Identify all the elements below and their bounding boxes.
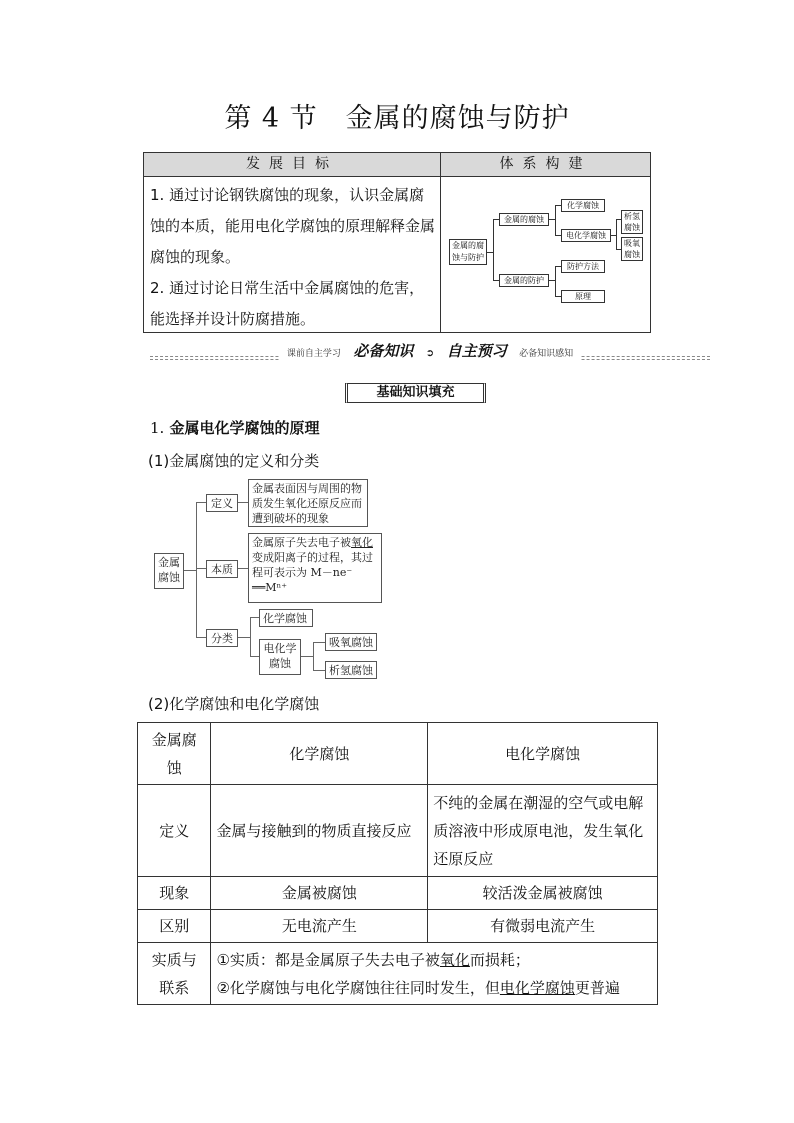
section-banner: [150, 340, 710, 362]
table-cell: 金属被腐蚀: [211, 877, 428, 910]
banner-right: 必备知识感知: [515, 349, 577, 359]
goals-text: [150, 180, 436, 335]
system-electro: 电化学腐蚀: [561, 229, 611, 242]
page-title: [0, 96, 794, 135]
table-cell: 现象: [138, 877, 211, 910]
system-corrosion: 金属的腐蚀: [499, 213, 549, 226]
table-cell: 定义: [138, 785, 211, 877]
table-cell: 电化学腐蚀: [428, 723, 658, 785]
table-row: [138, 723, 658, 785]
diagram-electro: 电化学腐蚀: [259, 639, 301, 675]
diagram-o-absorption: 吸氧腐蚀: [325, 633, 377, 651]
system-header: 体系构建: [441, 153, 650, 177]
goals-header: 发展目标: [144, 153, 440, 177]
essence-answer: 氧化: [351, 536, 373, 549]
section-heading: [150, 417, 320, 438]
system-o-absorption: 吸氧腐蚀: [621, 237, 643, 261]
rel-answer: 电化学腐蚀: [499, 978, 575, 997]
def-label: 定义: [206, 494, 238, 512]
table-row: [138, 877, 658, 910]
table-cell: 化学腐蚀: [211, 723, 428, 785]
rel-answer: 氧化: [439, 950, 470, 969]
essence-text-part: 金属原子失去电子被: [252, 536, 351, 549]
table-row: [138, 785, 658, 877]
system-principle: 原理: [561, 290, 605, 303]
system-root: 金属的腐蚀与防护: [449, 239, 487, 265]
goal-item: 2. 通过讨论日常生活中金属腐蚀的危害，能选择并设计防腐措施。: [150, 279, 425, 328]
class-label: 分类: [206, 629, 238, 647]
table-cell: 金属腐蚀: [138, 723, 211, 785]
diagram-h-evolution: 析氢腐蚀: [325, 661, 377, 679]
essence-text: [248, 533, 382, 603]
comparison-table: [137, 722, 658, 1005]
section-heading-number: 1.: [150, 419, 165, 437]
banner-title-1: 必备知识: [349, 342, 417, 360]
rel-text: 更普遍: [574, 978, 620, 997]
system-chem: 化学腐蚀: [561, 199, 605, 212]
section-number: 第 4 节: [224, 103, 318, 134]
essence-label: 本质: [206, 560, 238, 578]
essence-text-part: ══Mⁿ⁺: [252, 581, 288, 594]
table-cell: [211, 943, 658, 1005]
table-row: [138, 943, 658, 1005]
section-heading-text: 金属电化学腐蚀的原理: [169, 419, 320, 437]
table-cell: 实质与联系: [138, 943, 211, 1005]
sub-heading-1: (1)金属腐蚀的定义和分类: [148, 452, 320, 470]
def-text: 金属表面因与周围的物质发生氧化还原反应而遭到破坏的现象: [248, 479, 368, 527]
goal-item: 1. 通过讨论钢铁腐蚀的现象，认识金属腐蚀的本质，能用电化学腐蚀的原理解释金属腐蚀的现象。: [150, 186, 436, 266]
system-method: 防护方法: [561, 260, 605, 273]
arrow-circle-icon: ➲: [422, 348, 438, 359]
table-cell: 较活泼金属被腐蚀: [428, 877, 658, 910]
rel-text: ②化学腐蚀与电化学腐蚀往往同时发生，但: [216, 978, 500, 997]
table-cell: 不纯的金属在潮湿的空气或电解质溶液中形成原电池，发生氧化还原反应: [428, 785, 658, 877]
table-row: [138, 910, 658, 943]
table-cell: 区别: [138, 910, 211, 943]
banner-title-2: 自主预习: [443, 342, 511, 360]
table-cell: 有微弱电流产生: [428, 910, 658, 943]
system-h-evolution: 析氢腐蚀: [621, 210, 643, 234]
system-protection: 金属的防护: [499, 274, 549, 287]
rel-text: ①实质：都是金属原子失去电子被: [216, 950, 440, 969]
section-title: 金属的腐蚀与防护: [345, 103, 570, 134]
table-cell: 无电流产生: [211, 910, 428, 943]
goals-table: [143, 152, 651, 333]
essence-text-part: 变成阳离子的过程，其过程可表示为 M－ne⁻: [252, 551, 373, 579]
sub-heading-2: (2)化学腐蚀和电化学腐蚀: [148, 695, 320, 713]
table-cell: 金属与接触到的物质直接反应: [211, 785, 428, 877]
rel-text: 而损耗；: [469, 950, 530, 969]
fill-label: 基础知识填充: [345, 383, 486, 403]
diagram-root: 金属腐蚀: [154, 553, 184, 589]
banner-left: 课前自主学习: [283, 349, 345, 359]
diagram-chem: 化学腐蚀: [259, 609, 313, 627]
